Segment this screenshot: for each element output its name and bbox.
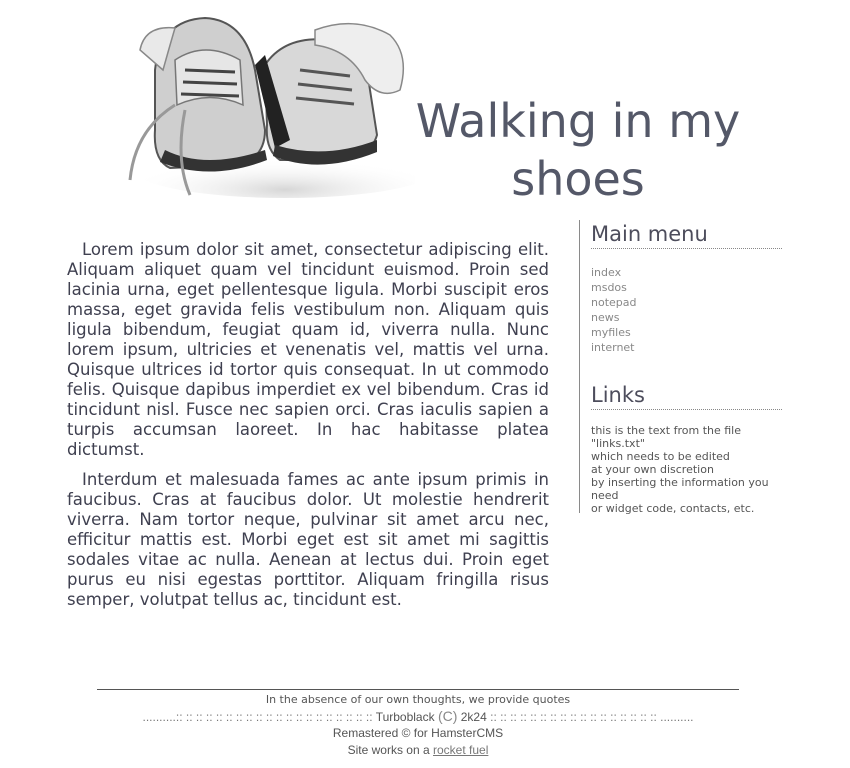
footer-divider — [97, 689, 739, 690]
links-text — [591, 424, 782, 515]
content-paragraph: Interdum et malesuada fames ac ante ipsum primis in faucibus. Cras at faucibus dolor. Ut molestie hendrerit viverra. Nam tortor neque, pulvinar sit amet arcu nec, efficitur mattis est. Morbi eget est sit amet mi sagittis sodales vitae ac nulla. Aenean at lectus dui. Proin eget purus eu nisi egestas porttitor. Aliquam fringilla risus semper, volutpat tellus ac, tincidunt est. — [67, 470, 549, 609]
rocket-fuel-link[interactable]: rocket fuel — [433, 743, 489, 757]
sidebar — [579, 220, 782, 513]
footer-credits — [97, 708, 739, 725]
footer-dots-left: ..........:: :: :: :: :: :: :: :: :: :: :: :: :: :: :: :: :: :: :: :: — [142, 710, 373, 724]
links-section — [580, 383, 782, 515]
main-menu-heading: Main menu — [591, 222, 782, 249]
menu-item-index[interactable]: index — [591, 266, 622, 279]
copyright-symbol: (C) — [437, 708, 458, 724]
footer-powered-prefix: Site works on a — [347, 743, 430, 757]
menu-item-notepad[interactable]: notepad — [591, 296, 637, 309]
main-menu-section — [580, 220, 782, 355]
footer-dots-right: :: :: :: :: :: :: :: :: :: :: :: :: :: :: :: :: :: .......... — [490, 710, 694, 724]
site-footer — [97, 692, 739, 759]
menu-item-internet[interactable]: internet — [591, 341, 635, 354]
footer-brand: Turboblack — [375, 710, 435, 724]
menu-item-myfiles[interactable]: myfiles — [591, 326, 631, 339]
menu-item-news[interactable]: news — [591, 311, 620, 324]
footer-remastered: Remastered © for HamsterCMS — [332, 726, 504, 740]
links-line: at your own discretion — [591, 463, 714, 476]
site-title: Walking in my shoes — [415, 94, 741, 206]
footer-year: 2k24 — [460, 710, 487, 724]
links-line: this is the text from the file "links.txt" — [591, 424, 742, 450]
menu-item-msdos[interactable]: msdos — [591, 281, 627, 294]
footer-quote: In the absence of our own thoughts, we provide quotes — [265, 693, 571, 706]
main-content — [67, 240, 549, 620]
links-line: which needs to be edited — [591, 450, 730, 463]
content-paragraph: Lorem ipsum dolor sit amet, consectetur adipiscing elit. Aliquam aliquet quam vel tincidunt euismod. Proin sed lacinia urna, eget pellentesque ligula. Morbi suscipit eros massa, eget gravida felis vestibulum non. Aliquam quis ligula bibendum, feugiat quam id, viverra nulla. Nunc lorem ipsum, ultricies et venenatis vel, mattis vel urna. Quisque ultrices id tortor quis consequat. In ut commodo felis. Quisque dapibus imperdiet ex vel bibendum. Cras id tincidunt nisl. Fusce nec sapien orci. Cras iaculis sapien a turpis accumsan laoreet. In hac habitasse platea dictumst. — [67, 240, 549, 459]
links-line: by inserting the information you need — [591, 476, 769, 502]
site-header — [0, 0, 850, 210]
links-line: or widget code, contacts, etc. — [591, 502, 755, 515]
sneakers-image — [115, 10, 415, 205]
links-heading: Links — [591, 383, 782, 410]
main-menu — [591, 265, 782, 355]
footer-powered — [97, 742, 739, 759]
